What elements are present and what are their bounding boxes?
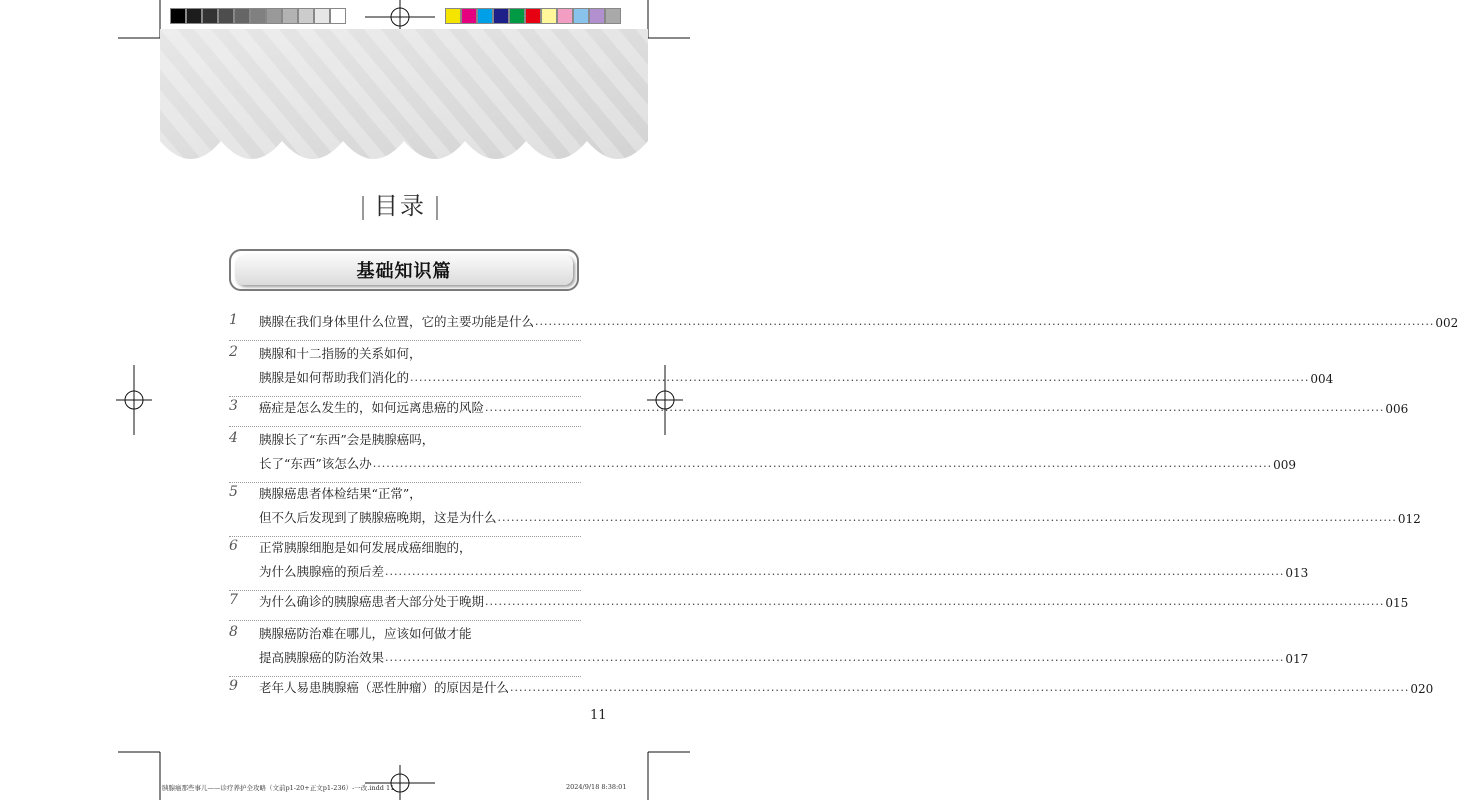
toc-entry-text: 但不久后发现到了胰腺癌晚期，这是为什么: [259, 510, 497, 525]
color-swatch: [461, 8, 477, 24]
toc-separator: [229, 482, 581, 483]
gray-swatch: [266, 8, 282, 24]
gray-swatch: [250, 8, 266, 24]
toc-entry-line: [259, 624, 581, 642]
toc-entry-line: [259, 454, 1297, 472]
page-title: [0, 186, 800, 221]
toc-entry-text: 胰腺癌防治难在哪儿，应该如何做才能: [259, 626, 472, 641]
grayscale-color-bar: [170, 8, 346, 24]
toc-entry-line: [259, 484, 581, 502]
toc-separator: [229, 340, 581, 341]
toc-entry-line: [259, 368, 1334, 386]
toc-entry-text: 胰腺在我们身体里什么位置，它的主要功能是什么: [259, 314, 535, 329]
toc-leader-dots: ........................................................................................................................................................................................................: [497, 511, 1397, 524]
toc-page-number: 002: [1435, 316, 1458, 330]
color-swatch: [557, 8, 573, 24]
toc-leader-dots: ........................................................................................................................................................................................................: [485, 401, 1385, 414]
toc-entry-text: 正常胰腺细胞是如何发展成癌细胞的，: [259, 540, 472, 555]
toc-entry-number: 4: [229, 430, 238, 446]
toc-separator: [229, 590, 581, 591]
toc-page-number: 009: [1273, 458, 1297, 472]
toc-entry-text: 提高胰腺癌的防治效果: [259, 650, 385, 665]
toc-entry-number: 8: [229, 624, 238, 640]
toc-entry-text: 为什么胰腺癌的预后差: [259, 564, 385, 579]
toc-entry-number: 7: [229, 592, 238, 608]
toc-entry-line: [259, 648, 1309, 666]
color-swatch: [525, 8, 541, 24]
toc-entry-text: 老年人易患胰腺癌（恶性肿瘤）的原因是什么: [259, 680, 510, 695]
color-swatch: [605, 8, 621, 24]
toc-entry-text: 胰腺是如何帮助我们消化的: [259, 370, 410, 385]
toc-entry-number: 1: [229, 312, 238, 328]
toc-leader-dots: ........................................................................................................................................................................................................: [485, 595, 1385, 608]
toc-entry-line: [259, 398, 1409, 416]
gray-swatch: [298, 8, 314, 24]
toc-page-number: 004: [1310, 372, 1334, 386]
color-swatch: [541, 8, 557, 24]
toc-separator: [229, 426, 581, 427]
header-banner: [160, 29, 648, 160]
title-left-bar: [362, 196, 364, 220]
toc-entry-number: 5: [229, 484, 238, 500]
gray-swatch: [202, 8, 218, 24]
toc-entry-line: [259, 678, 1434, 696]
toc-entry-text: 长了“东西”该怎么办: [259, 456, 372, 471]
color-swatch: [477, 8, 493, 24]
section-heading: 基础知识篇: [235, 255, 573, 285]
toc-entry-number: 9: [229, 678, 238, 694]
toc-entry-line: [259, 562, 1309, 580]
toc-leader-dots: ........................................................................................................................................................................................................: [510, 681, 1410, 694]
gray-swatch: [282, 8, 298, 24]
toc-entry-number: 6: [229, 538, 238, 554]
gray-swatch: [314, 8, 330, 24]
section-heading-box: [229, 249, 579, 291]
toc-entry-number: 2: [229, 344, 238, 360]
toc-page-number: 020: [1410, 682, 1434, 696]
toc-entry-text: 癌症是怎么发生的，如何远离患癌的风险: [259, 400, 485, 415]
toc-leader-dots: ........................................................................................................................................................................................................: [372, 457, 1273, 470]
toc-leader-dots: ........................................................................................................................................................................................................: [385, 651, 1285, 664]
cmyk-color-bar: [445, 8, 621, 24]
gray-swatch: [218, 8, 234, 24]
title-text: 目录: [374, 192, 426, 220]
color-swatch: [493, 8, 509, 24]
toc-entry-line: [259, 312, 1458, 330]
page-number: 11: [590, 708, 607, 723]
gray-swatch: [330, 8, 346, 24]
print-slug-filename: 胰腺癌那些事儿——诊疗养护全攻略（文前p1-20+正文p1-236）-一改.indd 11: [162, 784, 395, 792]
toc-page-number: 006: [1385, 402, 1409, 416]
toc-separator: [229, 536, 581, 537]
color-swatch: [445, 8, 461, 24]
toc-entry-text: 为什么确诊的胰腺癌患者大部分处于晚期: [259, 594, 485, 609]
toc-entry-number: 3: [229, 398, 238, 414]
toc-separator: [229, 620, 581, 621]
gray-swatch: [234, 8, 250, 24]
toc-leader-dots: ........................................................................................................................................................................................................: [410, 371, 1310, 384]
toc-entry-text: 胰腺癌患者体检结果“正常”，: [259, 486, 422, 501]
toc-entry-text: 胰腺和十二指肠的关系如何，: [259, 346, 422, 361]
color-swatch: [573, 8, 589, 24]
toc-page-number: 017: [1285, 652, 1309, 666]
toc-separator: [229, 676, 581, 677]
toc-entry-line: [259, 538, 581, 556]
toc-entry-text: 胰腺长了“东西”会是胰腺癌吗，: [259, 432, 435, 447]
gray-swatch: [170, 8, 186, 24]
color-swatch: [589, 8, 605, 24]
toc-page-number: 015: [1385, 596, 1409, 610]
toc-entry-line: [259, 592, 1409, 610]
toc-leader-dots: ........................................................................................................................................................................................................: [535, 315, 1435, 328]
color-swatch: [509, 8, 525, 24]
toc-entry-line: [259, 508, 1421, 526]
toc-entry-line: [259, 430, 581, 448]
print-slug-timestamp: 2024/9/18 8:38:01: [566, 783, 627, 791]
gray-swatch: [186, 8, 202, 24]
toc-page-number: 013: [1285, 566, 1309, 580]
toc-separator: [229, 396, 581, 397]
title-right-bar: [436, 196, 438, 220]
toc-page-number: 012: [1397, 512, 1421, 526]
toc-entry-line: [259, 344, 581, 362]
toc-leader-dots: ........................................................................................................................................................................................................: [385, 565, 1285, 578]
